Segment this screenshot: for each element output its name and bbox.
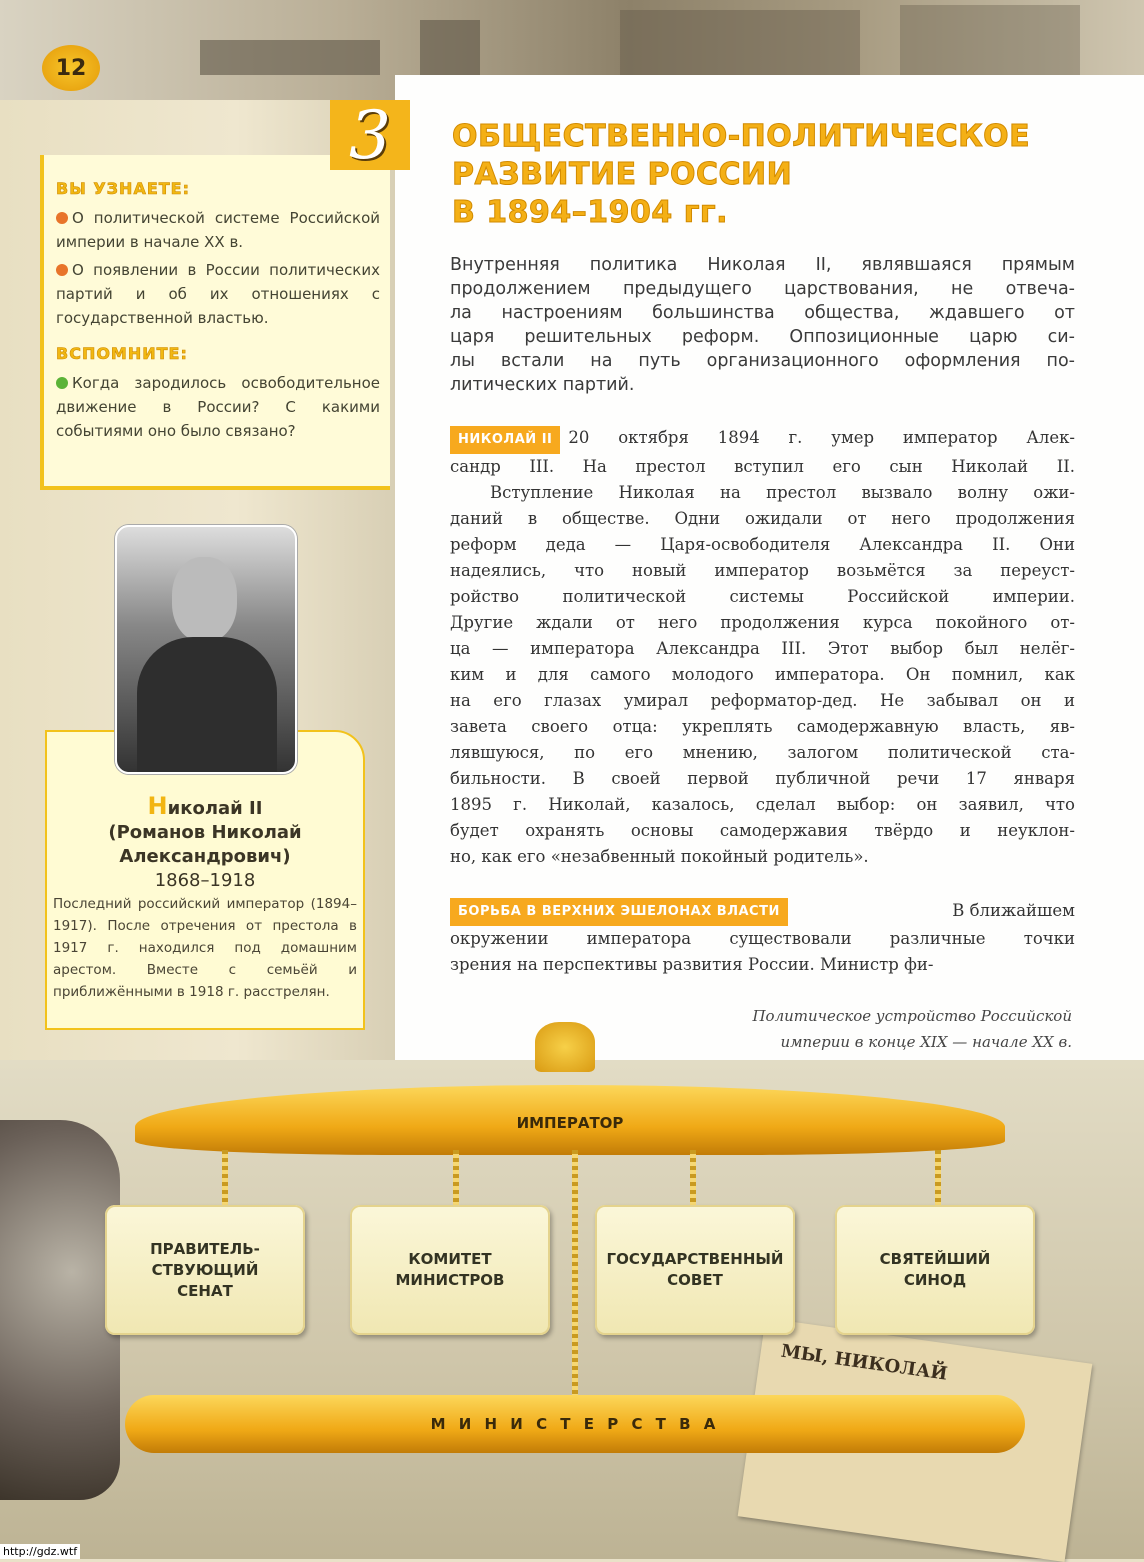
text-line [450, 636, 1075, 662]
bio-full-name: (Романов Николай Александрович) [108, 822, 302, 867]
text-line [450, 898, 1075, 926]
recall-item: Когда зародилось освободительное движение в России? С какими событиями оно было связано? [56, 374, 380, 440]
text-line [450, 714, 1075, 740]
text-line [450, 325, 1075, 349]
chain [453, 1150, 459, 1210]
line-text: будет охранять основы самодержавия твёрдо и неуклон- [450, 821, 1075, 840]
text-line [450, 818, 1075, 844]
line-text: Вступление Николая на престол вызвало волну ожи- [490, 483, 1075, 502]
text-line [450, 454, 1075, 480]
ministries-ribbon [125, 1395, 1025, 1453]
footer-url: http://gdz.wtf [0, 1544, 80, 1559]
box-state-council: ГОСУДАРСТВЕННЫЙ СОВЕТ [595, 1205, 795, 1335]
text-line [450, 952, 1075, 978]
title-line: ОБЩЕСТВЕННО-ПОЛИТИЧЕСКОЕ [452, 119, 1031, 154]
line-text: завета своего отца: укреплять самодержавную власть, яв- [450, 717, 1075, 736]
bio-text: Последний российский император (1894–1917). После отречения от престола в 1917 г. находился под домашним арестом. Вместе с семьёй и приближёнными в 1918 г. расстрелян. [53, 896, 357, 1000]
bullet-icon [56, 212, 68, 224]
chain [222, 1150, 228, 1210]
chain [690, 1150, 696, 1210]
line-text: сандр III. На престол вступил его сын Николай II. [450, 457, 1075, 476]
line-text: ца — императора Александра III. Этот выбор был нелёг- [450, 639, 1075, 658]
text-line [450, 792, 1075, 818]
line-text: ла настроениям большинства общества, ждавшего от [450, 303, 1075, 323]
caption-line: Политическое устройство Российской [752, 1007, 1072, 1025]
text-line [450, 844, 1075, 870]
text-line [450, 926, 1075, 952]
line-text: лы встали на путь организационного оформления по- [450, 351, 1075, 371]
text-line [450, 688, 1075, 714]
section-power-struggle [450, 898, 1075, 978]
line-text: надеялись, что новый император возьмётся за переуст- [450, 561, 1075, 580]
chapter-title [452, 118, 1030, 232]
section-tag: БОРЬБА В ВЕРХНИХ ЭШЕЛОНАХ ВЛАСТИ [450, 898, 788, 926]
text-line [450, 301, 1075, 325]
line-text: Другие ждали от него продолжения курса покойного от- [450, 613, 1075, 632]
line-text: царя решительных реформ. Оппозиционные царю си- [450, 327, 1075, 347]
text-line [450, 277, 1075, 301]
line-text: В ближайшем [952, 901, 1075, 920]
text-line [450, 662, 1075, 688]
imperial-crown-image [0, 1120, 120, 1500]
text-line [450, 558, 1075, 584]
caption-line: империи в конце XIX — начале XX в. [780, 1033, 1072, 1051]
line-text: лявшуюся, по его мнению, залогом политической ста- [450, 743, 1075, 762]
box-holy-synod: СВЯТЕЙШИЙ СИНОД [835, 1205, 1035, 1335]
chain [572, 1150, 578, 1420]
line-text: но, как его «незабвенный покойный родитель». [450, 847, 869, 866]
chapter-number: 3 [330, 100, 410, 170]
ministries-label: М И Н И С Т Е Р С Т В А [430, 1415, 720, 1433]
bullet-icon [56, 377, 68, 389]
diagram-caption [752, 1003, 1072, 1055]
line-text: литических партий. [450, 375, 635, 395]
bio-years: 1868–1918 [154, 870, 256, 891]
chain [935, 1150, 941, 1210]
portrait-nicholas-ii [115, 525, 297, 774]
line-text: ройство политической системы Российской империи. [450, 587, 1075, 606]
line-text: ким и для самого молодого императора. Он помнил, как [450, 665, 1075, 684]
title-line: РАЗВИТИЕ РОССИИ [452, 157, 793, 192]
text-line [450, 610, 1075, 636]
line-text: бильности. В своей первой публичной речи 17 января [450, 769, 1075, 788]
line-text: продолжением предыдущего царствования, не отвеча- [450, 279, 1075, 299]
bullet-icon [56, 264, 68, 276]
objectives-box [40, 155, 390, 490]
text-line [450, 425, 1075, 454]
crown-icon [535, 1022, 595, 1072]
recall-heading: ВСПОМНИТЕ: [56, 344, 188, 363]
text-line [450, 766, 1075, 792]
line-text: 1895 г. Николай, казалось, сделал выбор: он заявил, что [450, 795, 1075, 814]
box-senate: ПРАВИТЕЛЬ- СТВУЮЩИЙ СЕНАТ [105, 1205, 305, 1335]
line-text: зрения на перспективы развития России. Министр фи- [450, 955, 934, 974]
line-text: реформ деда — Царя-освободителя Александра II. Они [450, 535, 1075, 554]
intro-paragraph [450, 253, 1075, 397]
text-line [450, 506, 1075, 532]
learn-item: О политической системе Российской империи в начале XX в. [56, 209, 380, 251]
learn-item: О появлении в России политических партий и об их отношениях с государственной властью. [56, 261, 380, 327]
line-text: 20 октября 1894 г. умер император Алек- [568, 428, 1075, 447]
text-line [450, 532, 1075, 558]
line-text: окружении императора существовали различные точки [450, 929, 1075, 948]
text-line [450, 373, 1075, 397]
biography-box [45, 730, 365, 1030]
section-nicholas-ii [450, 425, 1075, 870]
line-text: Внутренняя политика Николая II, являвшаяся прямым [450, 255, 1075, 275]
text-line [450, 584, 1075, 610]
text-line [450, 740, 1075, 766]
manifesto-document-image: МЫ, НИКОЛАЙ [738, 1318, 1093, 1562]
learn-heading: ВЫ УЗНАЕТЕ: [56, 179, 190, 198]
text-line [450, 480, 1075, 506]
text-line [450, 349, 1075, 373]
section-tag: НИКОЛАЙ II [450, 426, 560, 454]
page-number: 12 [42, 45, 100, 91]
line-text: даний в обществе. Одни ожидали от него продолжения [450, 509, 1075, 528]
box-committee-of-ministers: КОМИТЕТ МИНИСТРОВ [350, 1205, 550, 1335]
bio-name: Николай II [147, 792, 263, 820]
line-text: на его глазах умирал реформатор-дед. Не забывал он и [450, 691, 1075, 710]
text-line [450, 253, 1075, 277]
emperor-label: ИМПЕРАТОР [516, 1114, 624, 1132]
title-line: В 1894–1904 гг. [452, 195, 728, 230]
